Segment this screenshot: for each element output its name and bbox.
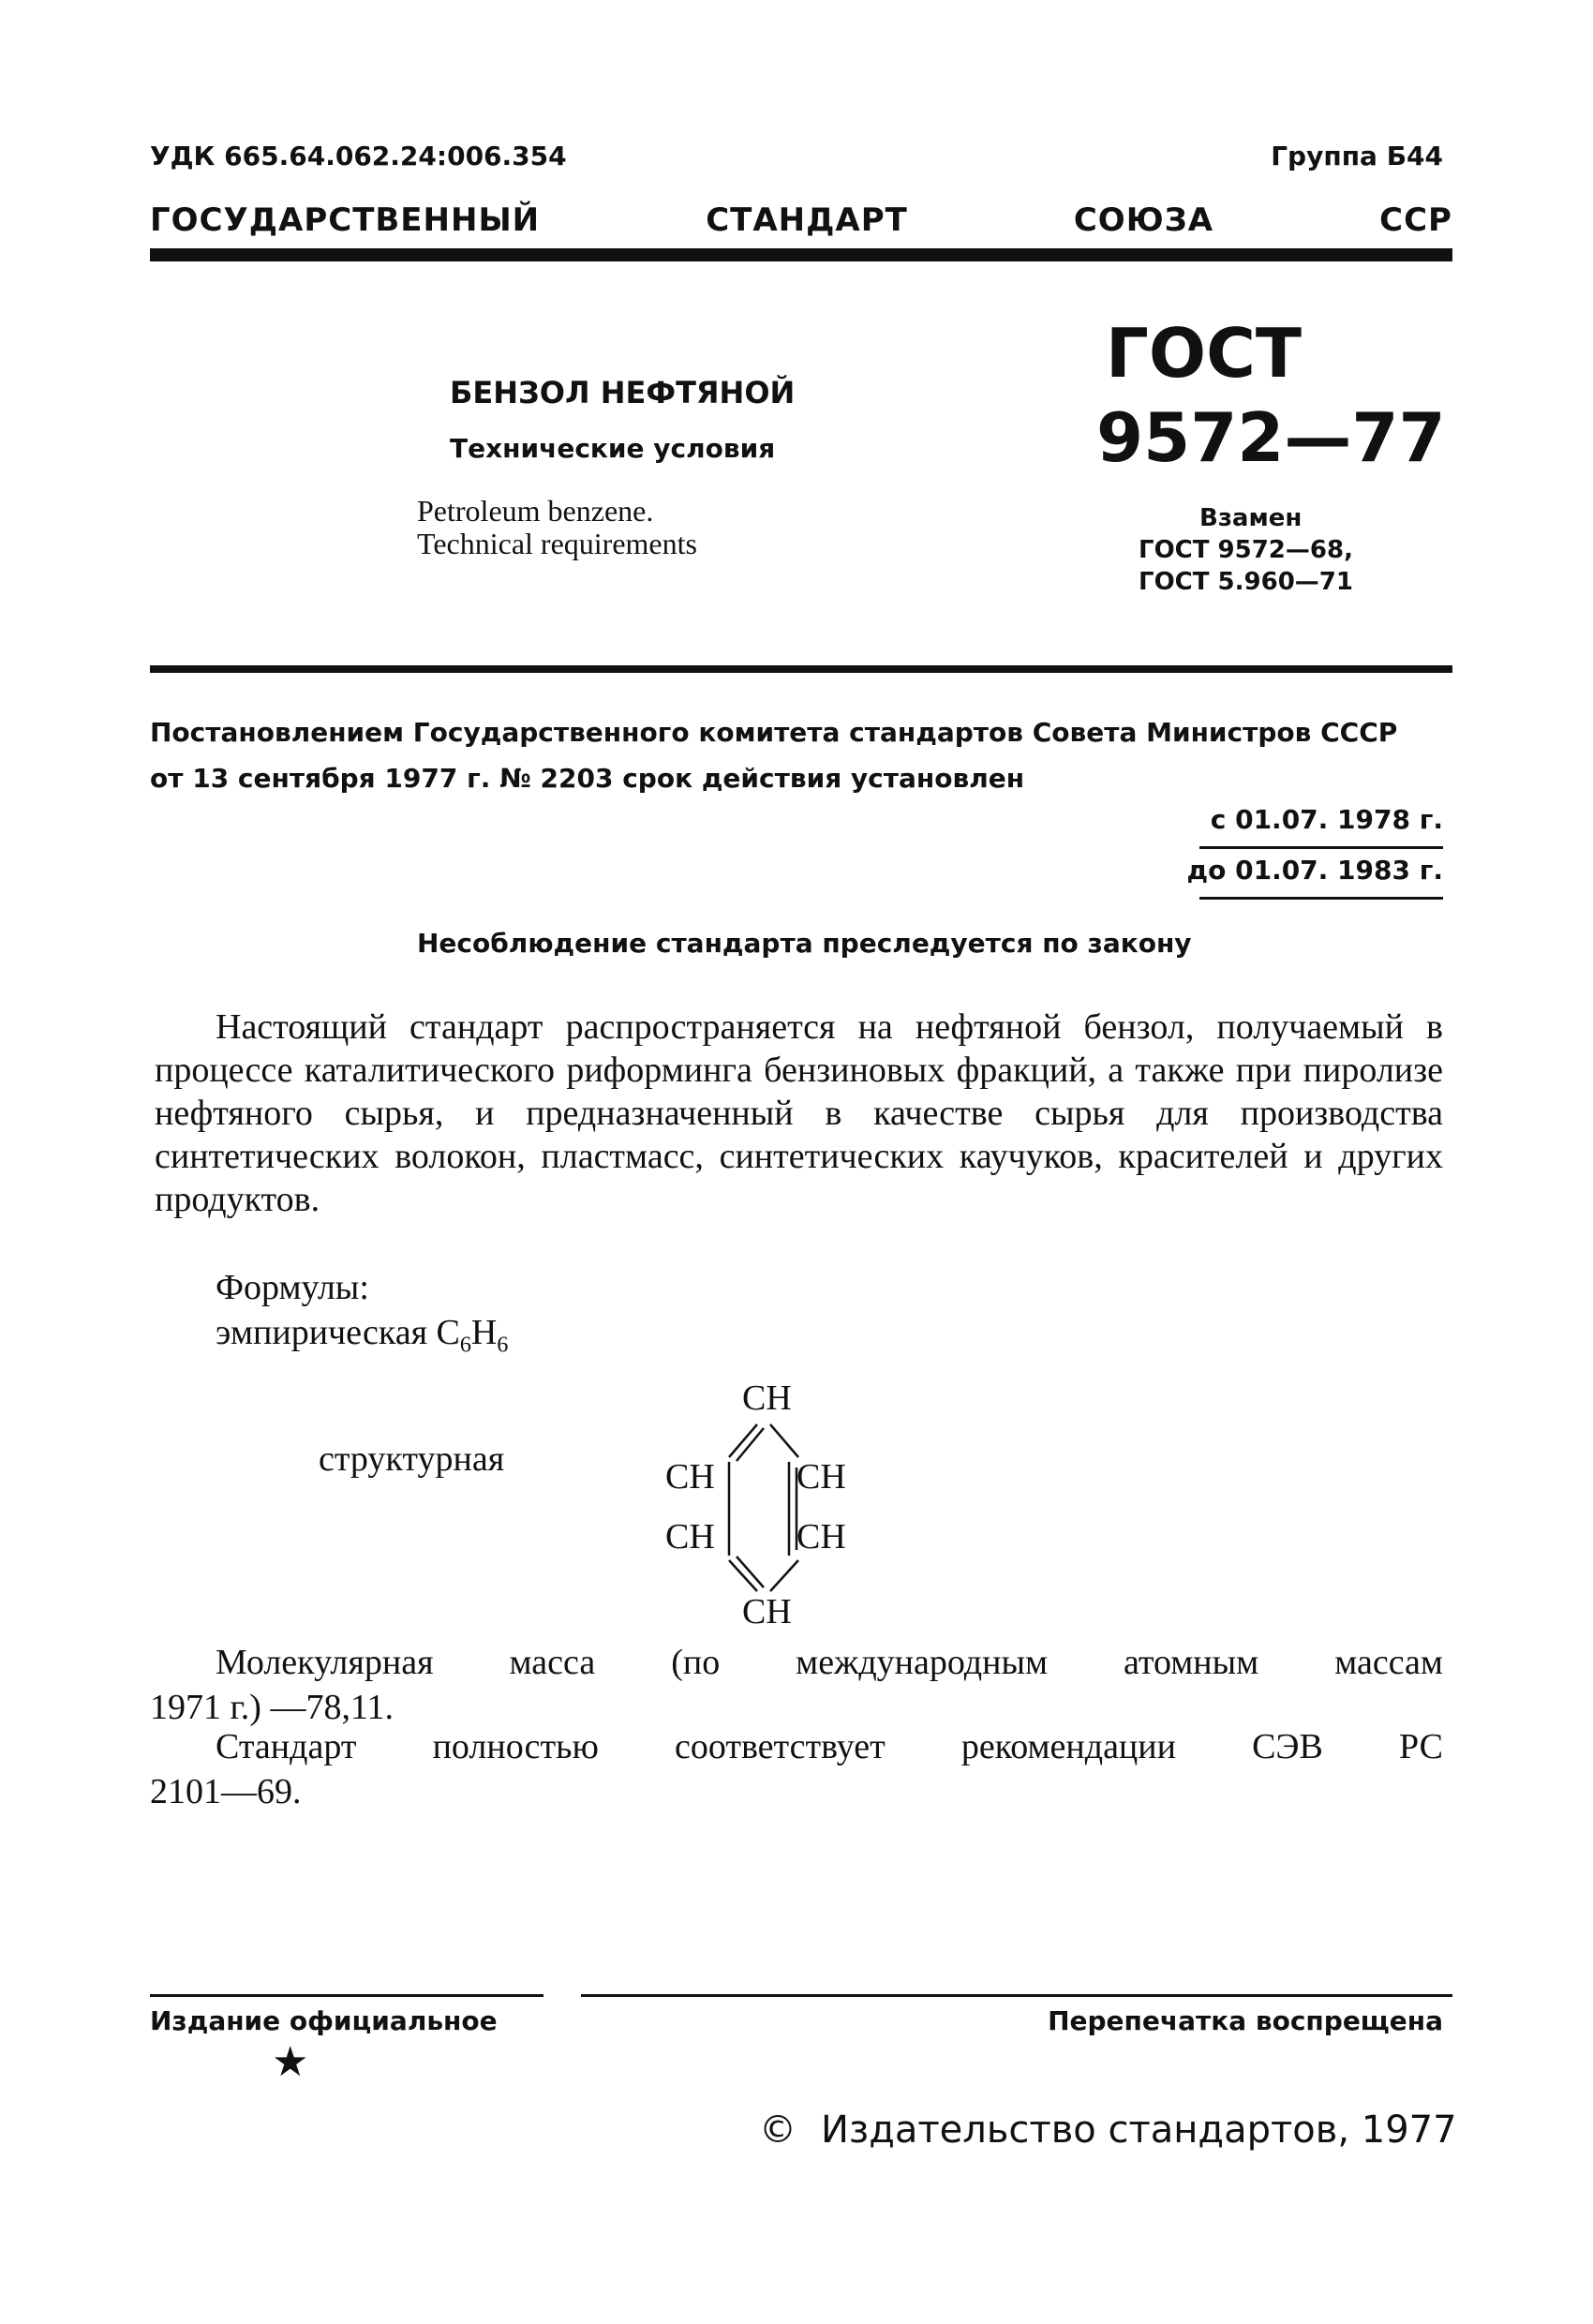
decree-line1: Постановлением Государственного комитета стандартов Совета Министров СССР [150, 717, 1398, 748]
reprint-prohibited-label: Перепечатка воспрещена [1048, 2005, 1443, 2036]
structure-ch-upper-left: CH [665, 1457, 715, 1497]
state-standard-heading [150, 201, 1452, 239]
empirical-formula [216, 1312, 508, 1359]
compliance-word: Стандарт [216, 1727, 357, 1766]
molecular-mass-line2: 1971 г.) —78,11. [150, 1688, 395, 1727]
mass-word: массам [1334, 1643, 1443, 1682]
star-icon: ★ [272, 2038, 309, 2086]
molecular-mass-line1 [216, 1642, 1443, 1683]
structure-ch-lower-left: CH [665, 1517, 715, 1557]
replaced-standard-1: ГОСТ 9572—68, [1139, 536, 1353, 564]
scope-text: Настоящий стандарт распространяется на нефтяной бензол, получаемый в процессе каталитического риформинга бензиновых фракций, а также при пиролизе нефтяного сырья, и предназначенный в качестве сырья для производства синтетических волокон, пластмасс, синтетических каучуков, красителей и других продуктов. [155, 1007, 1443, 1219]
benzene-structure-diagram [647, 1368, 909, 1631]
standard-compliance-line1 [216, 1726, 1443, 1767]
compliance-word: РС [1398, 1727, 1443, 1766]
copyright-icon: © [759, 2108, 796, 2152]
udk-code: УДК 665.64.062.24:006.354 [150, 141, 567, 171]
footer-rule-left [150, 1994, 543, 1997]
group-code: Группа Б44 [1271, 141, 1443, 171]
validity-divider [1199, 846, 1443, 849]
title-block-rule [150, 665, 1452, 673]
heading-word: СТАНДАРТ [706, 201, 908, 239]
scope-paragraph [155, 1006, 1443, 1221]
heading-word: ГОСУДАРСТВЕННЫЙ [150, 201, 541, 239]
title-ru: БЕНЗОЛ НЕФТЯНОЙ [450, 375, 796, 410]
heading-word: СОЮЗА [1073, 201, 1214, 239]
title-en-line2: Technical requirements [417, 527, 697, 560]
empirical-h: H [470, 1313, 498, 1352]
valid-from: с 01.07. 1978 г. [1210, 804, 1443, 835]
gost-number: 9572—77 [1096, 398, 1446, 477]
title-en-line1: Petroleum benzene. [417, 494, 654, 528]
valid-to: до 01.07. 1983 г. [1186, 855, 1443, 886]
gost-label: ГОСТ [1106, 314, 1303, 393]
replaces-label: Взамен [1199, 504, 1303, 532]
mass-word: (по [671, 1643, 721, 1682]
decree-line2: от 13 сентября 1977 г. № 2203 срок действия установлен [150, 763, 1025, 794]
empirical-label: эмпирическая C [216, 1313, 460, 1352]
compliance-word: соответствует [674, 1727, 886, 1766]
official-edition-label: Издание официальное [150, 2005, 498, 2036]
subtitle-ru: Технические условия [450, 433, 776, 464]
empirical-subscript: 6 [459, 1333, 471, 1358]
mass-word: атомным [1124, 1643, 1259, 1682]
heading-word: ССР [1379, 201, 1452, 239]
validity-underline [1199, 897, 1443, 900]
mass-word: Молекулярная [216, 1643, 434, 1682]
standard-compliance-line2: 2101—69. [150, 1772, 302, 1811]
legal-notice: Несоблюдение стандарта преследуется по закону [417, 928, 1192, 959]
structure-ch-bottom: CH [742, 1592, 792, 1631]
structure-ch-top: CH [742, 1378, 792, 1418]
compliance-word: рекомендации [960, 1727, 1176, 1766]
footer-rule-right [581, 1994, 1452, 1997]
formulas-label: Формулы: [216, 1268, 369, 1307]
structural-label: структурная [319, 1439, 505, 1479]
bond-bottom-right [770, 1560, 798, 1591]
structure-ch-lower-right: CH [796, 1517, 846, 1557]
publisher-name: Издательство стандартов, 1977 [821, 2108, 1457, 2152]
empirical-subscript: 6 [497, 1333, 509, 1358]
compliance-word: полностью [432, 1727, 599, 1766]
header-rule [150, 248, 1452, 261]
compliance-word: СЭВ [1252, 1727, 1323, 1766]
structure-ch-upper-right: CH [796, 1457, 846, 1497]
mass-word: масса [509, 1643, 596, 1682]
replaced-standard-2: ГОСТ 5.960—71 [1139, 568, 1353, 596]
bond-top-right [770, 1424, 798, 1457]
mass-word: международным [796, 1643, 1049, 1682]
publisher-copyright [759, 2108, 1457, 2152]
